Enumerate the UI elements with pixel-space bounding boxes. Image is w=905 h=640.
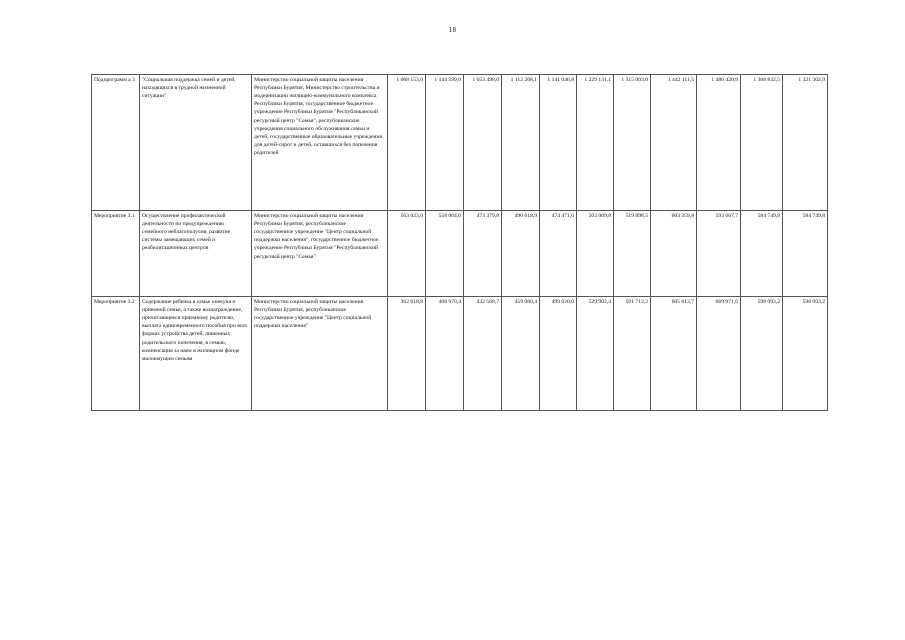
row-code: Подпрограмм а 3 [92, 75, 140, 211]
value-cell: 1 068 153,0 [388, 75, 426, 211]
value-cell: 408 970,4 [426, 297, 464, 411]
value-cell: 499 020,0 [540, 297, 577, 411]
row-code: Мероприятие 3.1 [92, 211, 140, 297]
table-row [92, 75, 828, 211]
value-cell: 1 368 832,5 [741, 75, 783, 211]
row-name: Осуществление профилактической деятельности по предупреждению семейного неблагополучия, развитие системы замещающих семей и реабилитационных центров [140, 211, 252, 297]
row-executors: Министерство социальной защиты населения Республики Бурятия, республиканское государственное учреждение "Центр социальной поддержки населения" [252, 297, 388, 411]
value-cell: 1 144 599,0 [426, 75, 464, 211]
row-name: Содержание ребенка в семье опекуна и приемной семье, а также вознаграждение, причитающееся приемному родителю, выплата единовременного пособия при всех формах устройства детей, лишенных родительского попечения, в семью, компенсация за наем в жилищном фонде малоимущим семьям [140, 297, 252, 411]
table-row [92, 211, 828, 297]
value-cell: 605 613,7 [651, 297, 697, 411]
value-cell: 519 898,5 [614, 211, 651, 297]
value-cell: 473 379,8 [464, 211, 502, 297]
value-cell: 598 093,2 [783, 297, 828, 411]
value-cell: 1 315 003,0 [614, 75, 651, 211]
row-executors: Министерство социальной защиты населения Республики Бурятия, республиканское государственное учреждение "Центр социальной поддержки населения", государственное бюджетное учреждение Республики Бурятия "Республиканский ресурсный центр "Семья" [252, 211, 388, 297]
program-table [91, 74, 828, 411]
row-name: "Социальная поддержка семей и детей, находящихся в трудной жизненной ситуации" [140, 75, 252, 211]
value-cell: 362 618,8 [388, 297, 426, 411]
row-code: Мероприятие 3.2 [92, 297, 140, 411]
value-cell: 1 442 111,5 [651, 75, 697, 211]
value-cell: 1 053 498,0 [464, 75, 502, 211]
value-cell: 432 568,7 [464, 297, 502, 411]
value-cell: 1 321 302,9 [783, 75, 828, 211]
value-cell: 459 080,4 [502, 297, 540, 411]
value-cell: 584 749,8 [783, 211, 828, 297]
page-number: 18 [448, 26, 457, 34]
row-executors: Министерство социальной защиты населения Республики Бурятия, Министерство строительства и модернизации жилищно-коммунального комплекса Республики Бурятия, государственное бюджетное учреждение Республики Бурятия "Республиканский ресурсный центр "Семья", республиканские учреждения социального обслуживания семьи и детей, государственные образовательные учреждения для детей-сирот и детей, оставшихся без попечения родителей [252, 75, 388, 211]
value-cell: 490 618,9 [502, 211, 540, 297]
value-cell: 1 486 420,9 [697, 75, 741, 211]
value-cell: 584 749,8 [741, 211, 783, 297]
value-cell: 591 713,2 [614, 297, 651, 411]
value-cell: 669 971,6 [697, 297, 741, 411]
value-cell: 503 009,8 [577, 211, 614, 297]
value-cell: 603 359,8 [651, 211, 697, 297]
value-cell: 558 064,0 [426, 211, 464, 297]
value-cell: 593 667,7 [697, 211, 741, 297]
value-cell: 529 902,4 [577, 297, 614, 411]
value-cell: 598 093,2 [741, 297, 783, 411]
value-cell: 474 471,6 [540, 211, 577, 297]
value-cell: 1 229 131,1 [577, 75, 614, 211]
value-cell: 1 141 046,8 [540, 75, 577, 211]
table-row [92, 297, 828, 411]
value-cell: 563 023,0 [388, 211, 426, 297]
value-cell: 1 112 268,1 [502, 75, 540, 211]
